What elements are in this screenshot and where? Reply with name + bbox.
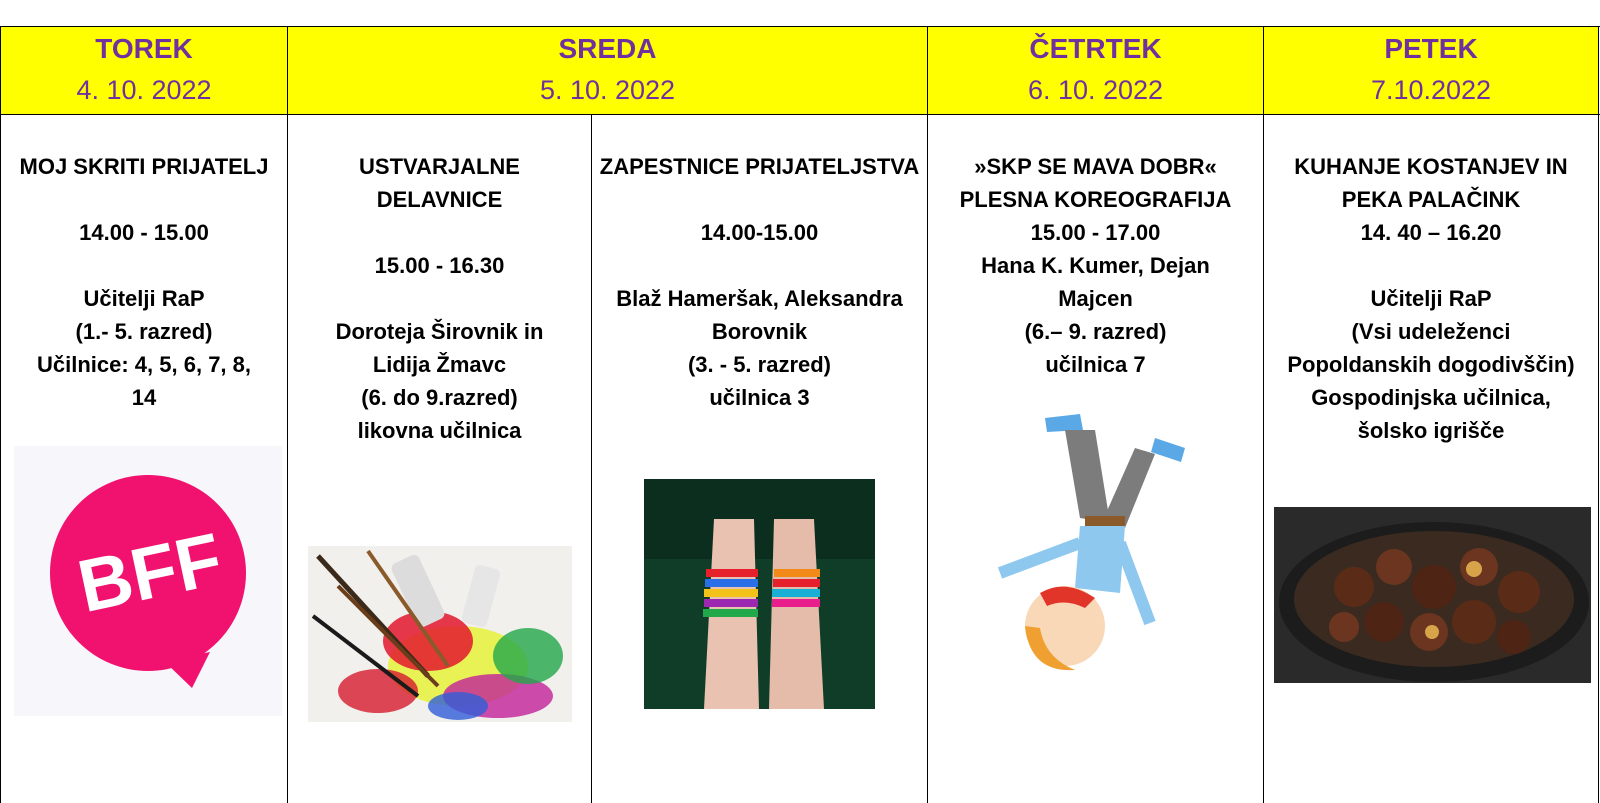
header-cell-petek — [1264, 27, 1598, 114]
event-line: Učitelji RaP — [83, 286, 205, 311]
header-cell-cetrtek — [928, 27, 1263, 114]
event-line: ZAPESTNICE PRIJATELJSTVA — [599, 154, 920, 179]
event-line — [592, 183, 927, 216]
event-line — [1, 183, 287, 216]
event-line: KUHANJE KOSTANJEV IN — [1294, 154, 1568, 179]
col-border — [0, 26, 1, 803]
handstand-boy-cartoon — [985, 408, 1203, 680]
event-line: likovna učilnica — [357, 418, 522, 443]
event-line: (3. - 5. razred) — [687, 352, 832, 377]
bracelets-photo — [644, 479, 875, 709]
event-line: (6.– 9. razred) — [1024, 319, 1167, 344]
event-line: (1.- 5. razred) — [75, 319, 213, 344]
event-line: učilnica 7 — [1045, 352, 1146, 377]
event-line: Majcen — [1058, 286, 1133, 311]
speech-bubble-icon — [14, 446, 282, 716]
event-line — [1264, 249, 1598, 282]
event-line: (Vsi udeleženci — [1351, 319, 1511, 344]
day-date: 5. 10. 2022 — [539, 75, 676, 105]
event-line: Blaž Hameršak, Aleksandra — [616, 286, 903, 311]
event-line: Popoldanskih dogodivščin) — [1287, 352, 1575, 377]
event-cell-petek — [1264, 150, 1598, 447]
event-line: Gospodinjska učilnica, — [1311, 385, 1551, 410]
event-cell-torek — [1, 150, 287, 414]
day-date: 7.10.2022 — [1370, 75, 1492, 105]
event-line: Učilnice: 4, 5, 6, 7, 8, — [37, 352, 251, 377]
event-line: 14. 40 – 16.20 — [1360, 220, 1502, 245]
event-line: Hana K. Kumer, Dejan — [981, 253, 1210, 278]
event-line: Borovnik — [711, 319, 808, 344]
event-line: 15.00 - 17.00 — [1030, 220, 1161, 245]
day-name: TOREK — [95, 33, 193, 64]
event-line: »SKP SE MAVA DOBR« — [974, 154, 1217, 179]
event-line: MOJ SKRITI PRIJATELJ — [19, 154, 269, 179]
event-line: 14 — [131, 385, 157, 410]
header-bottom-border — [0, 114, 1600, 115]
event-line: USTVARJALNE — [359, 154, 520, 179]
roasted-chestnuts-photo — [1274, 507, 1591, 683]
event-cell-sreda-2 — [592, 150, 927, 414]
bff-logo — [14, 446, 282, 716]
event-line: PEKA PALAČINK — [1341, 187, 1521, 212]
event-line: DELAVNICE — [376, 187, 503, 212]
event-line: (6. do 9.razred) — [361, 385, 518, 410]
event-line: 14.00-15.00 — [700, 220, 819, 245]
event-cell-cetrtek — [928, 150, 1263, 381]
event-line: 14.00 - 15.00 — [79, 220, 209, 245]
day-name: ČETRTEK — [1029, 33, 1162, 64]
event-line — [288, 216, 591, 249]
event-line: šolsko igrišče — [1357, 418, 1505, 443]
paint-brushes-photo — [308, 546, 572, 722]
bff-text: BFF — [70, 516, 229, 629]
header-cell-torek — [1, 27, 287, 114]
col-border — [927, 26, 928, 803]
event-line: Učitelji RaP — [1370, 286, 1492, 311]
event-line: Doroteja Širovnik in — [335, 319, 544, 344]
day-name: SREDA — [558, 33, 657, 64]
event-line: PLESNA KOREOGRAFIJA — [959, 187, 1232, 212]
event-line — [288, 282, 591, 315]
header-cell-sreda — [288, 27, 927, 114]
event-cell-sreda-1 — [288, 150, 591, 447]
day-date: 6. 10. 2022 — [1027, 75, 1164, 105]
event-line — [592, 249, 927, 282]
event-line — [1, 249, 287, 282]
event-line: učilnica 3 — [709, 385, 810, 410]
col-border — [1598, 26, 1599, 803]
event-line: 15.00 - 16.30 — [374, 253, 505, 278]
day-date: 4. 10. 2022 — [76, 75, 212, 105]
event-line: Lidija Žmavc — [372, 352, 507, 377]
day-name: PETEK — [1384, 33, 1478, 64]
